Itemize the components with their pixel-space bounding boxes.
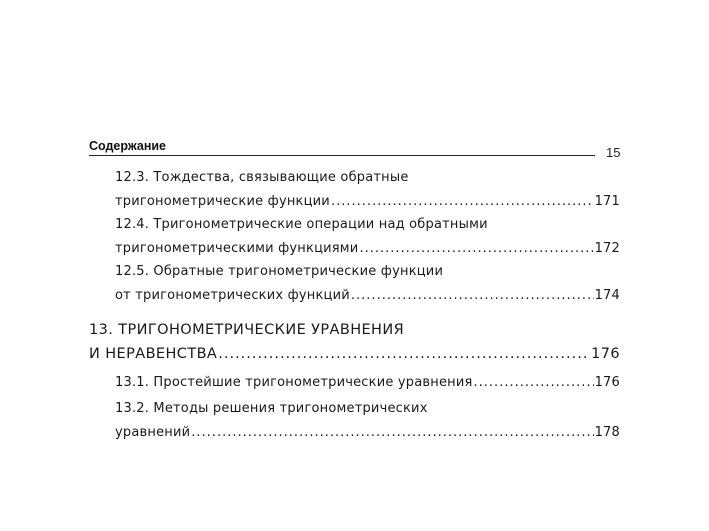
toc-entry-page: 172	[594, 241, 620, 256]
toc-entry-title-line: 13.2. Методы решения тригонометрических	[115, 401, 428, 416]
toc-entry-12-4[interactable]	[115, 213, 620, 261]
toc-entry-leader-row	[89, 342, 620, 366]
toc-entry-chapter-13[interactable]	[89, 318, 620, 366]
toc-entry-title-line: тригонометрическими функциями	[115, 241, 359, 256]
dot-leader	[359, 237, 593, 261]
toc-entry-title-line: от тригонометрических функций	[115, 288, 350, 303]
dot-leader	[331, 190, 594, 214]
toc-entry-title-line: 12.4. Тригонометрические операции над обратными	[115, 217, 488, 232]
running-header-title: Содержание	[89, 139, 167, 153]
toc-entry-title-line: уравнений	[115, 425, 191, 440]
toc-entry-12-5[interactable]	[115, 260, 620, 308]
page-number: 15	[606, 145, 621, 160]
toc-entry-page: 178	[594, 425, 620, 440]
toc-entry-leader-row	[115, 421, 620, 445]
toc-chapter-title-line: 13. ТРИГОНОМЕТРИЧЕСКИЕ УРАВНЕНИЯ	[89, 322, 405, 338]
toc-entry-title-line: тригонометрические функции	[115, 194, 330, 209]
toc-entry-title-line: 13.1. Простейшие тригонометрические уравнения	[115, 375, 473, 390]
toc-entry-13-1[interactable]	[115, 371, 620, 395]
toc-entry-page: 171	[594, 194, 620, 209]
toc-entry-leader-row	[115, 190, 620, 214]
toc-entry-page: 176	[594, 375, 620, 390]
toc-entry-13-2[interactable]	[115, 397, 620, 445]
dot-leader	[474, 371, 594, 395]
toc-entry-page: 176	[591, 346, 620, 362]
toc-entry-leader-row	[115, 284, 620, 308]
toc-entry-title-line: 12.5. Обратные тригонометрические функции	[115, 264, 444, 279]
toc-entry-leader-row	[115, 237, 620, 261]
toc-entry-12-3[interactable]	[115, 166, 620, 214]
toc-chapter-title-line: И НЕРАВЕНСТВА	[89, 346, 218, 362]
dot-leader	[191, 421, 593, 445]
toc-entry-page: 174	[594, 288, 620, 303]
toc-entry-leader-row	[115, 371, 620, 395]
toc-entry-title-line: 12.3. Тождества, связывающие обратные	[115, 170, 409, 185]
dot-leader	[218, 342, 590, 366]
dot-leader	[351, 284, 594, 308]
